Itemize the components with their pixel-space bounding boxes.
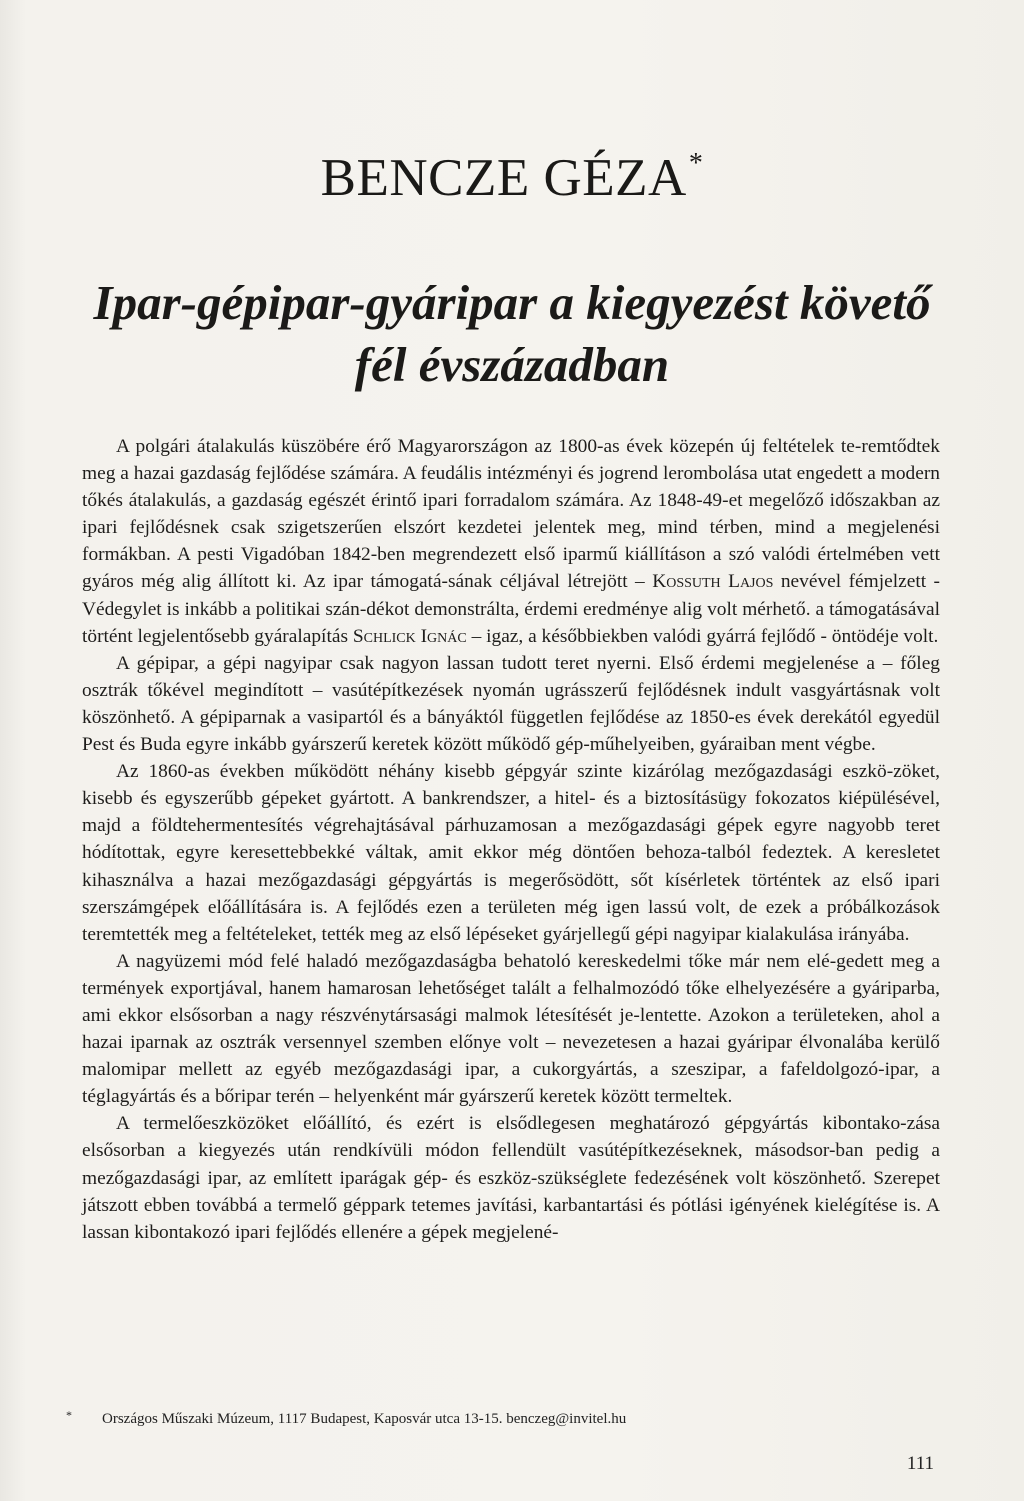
article-title-line-1: Ipar-gépipar-gyáripar a kiegyezést követő (93, 275, 931, 330)
paragraph-5: A termelőeszközöket előállító, és ezért is elsődlegesen meghatározó gépgyártás kibontako-zása elsősorban a kiegyezés után rendkívüli módon fellendült vasútépítkezéseknek, másodsor-ban pedig a mezőgazdasági ipar, az említett iparágak gép- és eszköz-szükséglete fedezésének volt köszönhető. Szerepet játszott ebben továbbá a termelő géppark tetemes javítási, karbantartási és pótlási igényének kielégítése is. A lassan kibontakozó ipari fejlődés ellenére a gépek megjelené- (82, 1113, 940, 1243)
author-name (0, 148, 1024, 207)
paragraph-1-part-a: A polgári átalakulás küszöbére érő Magyarországon az 1800-as évek közepén új feltételek te-remtődtek meg a hazai gazdaság fejlődése számára. A feudális intézményi és jogrend lerombolása utat engedett a modern tőkés átalakulás, a gazdaság egészét érintő ipari forradalom számára. Az 1848-49-et megelőző időszakban az ipari fejlődésnek csak szigetszerűen elszórt kezdetei jelentek meg, mind térben, mind a megjelenési formákban. A pesti Vigadóban 1842-ben megrendezett első iparmű kiállításon a szó valódi értelmében vett gyáros még alig állított ki. Az ipar támogatá-sának céljával létrejött – (82, 436, 940, 593)
paragraph-1 (82, 433, 940, 650)
paragraph-2: A gépipar, a gépi nagyipar csak nagyon lassan tudott teret nyerni. Első érdemi megjelenése a – főleg osztrák tőkével megindított – vasútépítkezések nyomán ugrásszerű fejlődésnek indult vasgyártásnak volt köszönhető. A gépiparnak a vasipartól és a bányáktól független fejlődése az 1850-es évek derekától egyedül Pest és Buda egyre inkább gyárszerű keretek között működő gép-műhelyeiben, gyáraiban ment végbe. (82, 652, 940, 756)
paragraph-1-part-c: – igaz, a későbbiekben valódi gyárrá fejlődő - öntödéje volt. (466, 625, 939, 647)
page-number: 111 (906, 1453, 934, 1474)
author-footnote-mark: * (688, 148, 704, 179)
paragraph-1-part-b: nevével fémjelzett - Védegylet is inkább a politikai szán-dékot demonstrálta, érdemi eredménye alig volt mérhető. a támogatásával történt legjelentősebb gyáralapítás (82, 571, 940, 647)
footnote-text: Országos Műszaki Múzeum, 1117 Budapest, Kaposvár utca 13-15. benczeg@invitel.hu (102, 1411, 627, 1427)
footnote (66, 1408, 940, 1429)
paragraph-4: A nagyüzemi mód felé haladó mezőgazdaságba behatoló kereskedelmi tőke már nem elé-gedett meg a termények exportjával, hanem hamarosan lehetőséget talált a felhalmozódó tőke elhelyezésére a gyáriparba, ami ekkor elsősorban a nagy részvénytársasági malmok létesítését je-lentette. Azokon a területeken, ahol a hazai iparnak az osztrák versennyel szemben előnye volt – nevezetesen a hazai gyáripar élvonalába kerülő malomipar mellett az egyéb mezőgazdasági ipar, a cukorgyártás, a szeszipar, a fafeldolgozó-ipar, a téglagyártás és a bőripar terén – helyenként már gyárszerű keretek között termeltek. (82, 950, 940, 1108)
paragraph-3: Az 1860-as években működött néhány kisebb gépgyár szinte kizárólag mezőgazdasági eszkö-zöket, kisebb és egyszerűbb gépeket gyártott. A bankrendszer, a hitel- és a biztosításügy fokozatos kiépülésével, majd a földtehermentesítés végrehajtásával párhuzamosan a mezőgazdasági gépek egyre nagyobb teret hódítottak, egyre keresettebbekké váltak, amit ekkor még döntően behoza-talból fedeztek. A keresletet kihasználva a hazai mezőgazdasági gépgyártás is megerősödött, sőt kísérletek történtek az első ipari szerszámgépek előállítására is. A fejlődés ezen a területen még igen lassú volt, de ezek a próbálkozások teremtették meg a feltételeket, tették meg az első lépéseket gyárjellegű gépi nagyipar kialakulása irányába. (82, 761, 940, 945)
author-name-text: BENCZE GÉZA (320, 149, 687, 207)
footnote-mark: * (66, 1408, 72, 1422)
article-title (0, 272, 1024, 396)
person-name-schlick: Schlick Ignác (352, 625, 467, 647)
article-body (82, 433, 940, 1246)
article-title-line-2: fél évszázadban (354, 337, 670, 392)
person-name-kossuth: Kossuth Lajos (652, 571, 774, 593)
